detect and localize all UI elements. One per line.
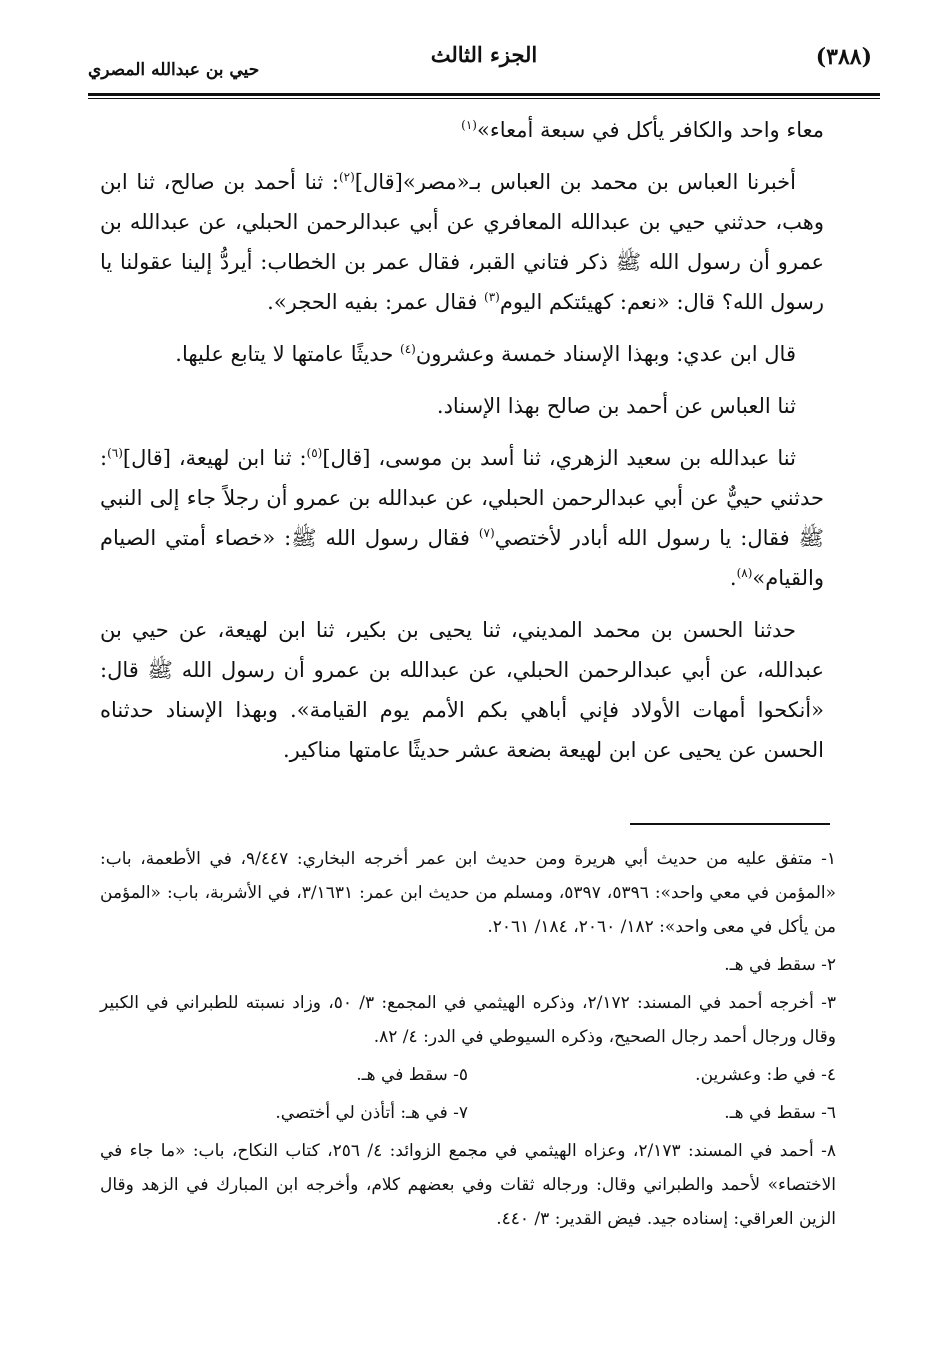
paragraph-3 — [100, 334, 824, 374]
paragraph-5-text-e: . — [729, 566, 737, 590]
footnote-row-6-7 — [100, 1096, 836, 1130]
header-rule — [88, 93, 880, 99]
footnote-rule — [630, 823, 830, 825]
paragraph-4-text: ثنا العباس عن أحمد بن صالح بهذا الإسناد. — [436, 394, 796, 418]
paragraph-2 — [100, 162, 824, 322]
footnote-ref-4: (٤) — [400, 342, 416, 356]
paragraph-5-text-c: : حدثني حييٌّ عن أبي عبدالرحمن الحبلي، عن عبدالله بن عمرو أن رجلاً جاء إلى النبي ﷺ فقال: يا رسول الله أبادر لأختصي — [100, 446, 824, 550]
footnote-ref-3: (٣) — [484, 290, 500, 304]
paragraph-3-text-a: قال ابن عدي: وبهذا الإسناد خمسة وعشرون — [415, 342, 796, 366]
footnote-row-4-5 — [100, 1058, 836, 1092]
footnote-1: ١- متفق عليه من حديث أبي هريرة ومن حديث ابن عمر أخرجه البخاري: ٩/٤٤٧، في الأطعمة، باب: «المؤمن في معي واحد»: ٥٣٩٦، ٥٣٩٧، ومسلم من حديث ابن عمر: ٣/١٦٣١، في الأشربة، باب: «المؤمن من يأكل في معى واحد»: ١٨٢/ ٢٠٦٠، ١٨٤/ ٢٠٦١. — [100, 849, 837, 937]
paragraph-4 — [100, 386, 824, 426]
footnote-8: ٨- أحمد في المسند: ٢/١٧٣، وعزاه الهيثمي في مجمع الزوائد: ٤/ ٢٥٦، كتاب النكاح، باب: «ما جاء في الاختصاء» لأحمد والطبراني وقال: ورجاله ثقات وفي بعضهم كلام، وأخرجه ابن المبارك في الزهد وقال الزين العراقي: إسناده جيد. فيض القدير: ٣/ ٤٤٠. — [100, 1141, 836, 1229]
footnote-7: ٧- في هـ: أتأذن لي أختصي. — [275, 1103, 468, 1123]
footnotes — [100, 842, 836, 1240]
paragraph-1 — [100, 110, 824, 150]
footnote-2: ٢- سقط في هـ. — [724, 955, 836, 975]
footnote-ref-1: (١) — [461, 118, 477, 132]
paragraph-5-text-b: : ثنا ابن لهيعة، [قال] — [122, 446, 307, 470]
part-title: الجزء الثالث — [430, 42, 538, 67]
main-text — [100, 110, 824, 782]
footnote-3: ٣- أخرجه أحمد في المسند: ٢/١٧٢، وذكره الهيثمي في المجمع: ٣/ ٥٠، وزاد نسبته للطبراني في الكبير وقال ورجال أحمد رجال الصحيح، وذكره السيوطي في الدر: ٤/ ٨٢. — [100, 993, 837, 1047]
paragraph-1-text: معاء واحد والكافر يأكل في سبعة أمعاء» — [476, 118, 824, 142]
paragraph-5-text-d: فقال رسول الله ﷺ: «خصاء أمتي الصيام والقيام» — [100, 526, 824, 590]
page-number: (٣٨٨) — [815, 44, 872, 70]
footnote-4: ٤- في ط: وعشرين. — [695, 1065, 836, 1085]
paragraph-3-text-b: حديثًا عامتها لا يتابع عليها. — [175, 342, 400, 366]
footnote-ref-5: (٥) — [306, 446, 323, 460]
paragraph-2-text-b: : ثنا أحمد بن صالح، ثنا ابن وهب، حدثني حيي بن عبدالله المعافري عن أبي عبدالرحمن الحبلي، عن عبدالله بن عمرو أن رسول الله ﷺ ذكر فتاني القبر، فقال عمر بن الخطاب: أيردُّ إلينا عقولنا يا رسول الله؟ قال: «نعم: كهيئتكم اليوم — [100, 170, 824, 314]
footnote-5: ٥- سقط في هـ. — [356, 1065, 468, 1085]
paragraph-2-text-c: فقال عمر: بفيه الحجر». — [267, 290, 485, 314]
paragraph-5 — [100, 438, 824, 598]
footnote-ref-2: (٢) — [338, 170, 355, 184]
footnote-ref-8: (٨) — [736, 566, 753, 580]
paragraph-6-text: حدثنا الحسن بن محمد المديني، ثنا يحيى بن بكير، ثنا ابن لهيعة، عن حيي بن عبدالله، عن أبي عبدالرحمن الحبلي، عن عبدالله بن عمرو أن رسول الله ﷺ قال: «أنكحوا أمهات الأولاد فإني أباهي بكم الأمم يوم القيامة». وبهذا الإسناد حدثناه الحسن عن يحيى عن ابن لهيعة بضعة عشر حديثًا عامتها مناكير. — [100, 618, 824, 762]
paragraph-2-text-a: أخبرنا العباس بن محمد بن العباس بـ«مصر»[قال] — [354, 170, 796, 194]
page-header — [88, 40, 880, 92]
paragraph-5-text-a: ثنا عبدالله بن سعيد الزهري، ثنا أسد بن موسى، [قال] — [322, 446, 796, 470]
running-head-name: حيي بن عبدالله المصري — [88, 60, 260, 80]
footnote-6: ٦- سقط في هـ. — [724, 1103, 836, 1123]
footnote-ref-7: (٧) — [478, 526, 495, 540]
footnote-ref-6: (٦) — [107, 446, 123, 460]
paragraph-6 — [100, 610, 824, 770]
